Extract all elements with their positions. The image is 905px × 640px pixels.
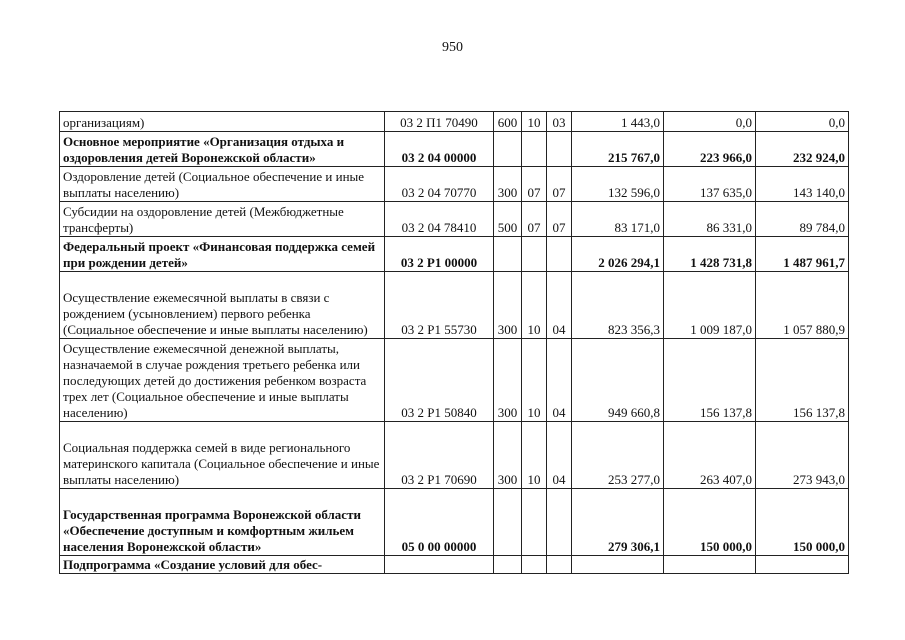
table-row [60, 272, 849, 339]
table-row [60, 489, 849, 556]
row-name: Осуществление ежемесячной денежной выплаты, назначаемой в случае рождения третьего ребенка или последующих детей до достижения ребенком возраста трех лет (Социальное обеспечение и иные выплаты населению) [60, 339, 385, 422]
row-section [522, 489, 547, 556]
row-target-code: 03 2 P1 50840 [385, 339, 494, 422]
row-section: 10 [522, 422, 547, 489]
row-amount-2: 0,0 [664, 112, 756, 132]
table-row [60, 167, 849, 202]
row-amount-2 [664, 556, 756, 574]
row-name: Подпрограмма «Создание условий для обес- [60, 556, 385, 574]
row-amount-3: 0,0 [756, 112, 849, 132]
budget-table [59, 111, 849, 574]
row-expense-type [494, 132, 522, 167]
row-expense-type: 300 [494, 422, 522, 489]
row-subsection: 04 [547, 339, 572, 422]
row-amount-3: 156 137,8 [756, 339, 849, 422]
row-amount-1: 132 596,0 [572, 167, 664, 202]
row-name: Субсидии на оздоровление детей (Межбюджетные трансферты) [60, 202, 385, 237]
row-target-code [385, 556, 494, 574]
row-amount-2: 1 428 731,8 [664, 237, 756, 272]
row-name: Основное мероприятие «Организация отдыха и оздоровления детей Воронежской области» [60, 132, 385, 167]
row-section: 07 [522, 167, 547, 202]
row-expense-type: 300 [494, 272, 522, 339]
table-row [60, 339, 849, 422]
row-name: Государственная программа Воронежской области «Обеспечение доступным и комфортным жильем населения Воронежской области» [60, 489, 385, 556]
row-amount-1: 253 277,0 [572, 422, 664, 489]
row-subsection: 07 [547, 167, 572, 202]
row-amount-2: 86 331,0 [664, 202, 756, 237]
row-expense-type: 300 [494, 167, 522, 202]
row-subsection [547, 132, 572, 167]
row-amount-3: 273 943,0 [756, 422, 849, 489]
row-expense-type: 500 [494, 202, 522, 237]
row-section [522, 556, 547, 574]
row-name: Осуществление ежемесячной выплаты в связи с рождением (усыновлением) первого ребенка (Социальное обеспечение и иные выплаты населению) [60, 272, 385, 339]
row-subsection [547, 556, 572, 574]
row-expense-type: 600 [494, 112, 522, 132]
row-section: 07 [522, 202, 547, 237]
table-row [60, 112, 849, 132]
row-amount-1: 215 767,0 [572, 132, 664, 167]
row-section [522, 237, 547, 272]
row-expense-type [494, 489, 522, 556]
row-target-code: 05 0 00 00000 [385, 489, 494, 556]
row-section [522, 132, 547, 167]
row-section: 10 [522, 272, 547, 339]
row-amount-3: 143 140,0 [756, 167, 849, 202]
row-amount-3: 232 924,0 [756, 132, 849, 167]
row-target-code: 03 2 P1 70690 [385, 422, 494, 489]
row-amount-1: 2 026 294,1 [572, 237, 664, 272]
row-target-code: 03 2 P1 00000 [385, 237, 494, 272]
row-target-code: 03 2 P1 55730 [385, 272, 494, 339]
row-amount-2: 263 407,0 [664, 422, 756, 489]
table-row [60, 422, 849, 489]
row-amount-3: 1 057 880,9 [756, 272, 849, 339]
table-row [60, 237, 849, 272]
row-section: 10 [522, 112, 547, 132]
row-amount-2: 150 000,0 [664, 489, 756, 556]
row-amount-2: 223 966,0 [664, 132, 756, 167]
table-row [60, 132, 849, 167]
row-name: Социальная поддержка семей в виде регионального материнского капитала (Социальное обеспечение и иные выплаты населению) [60, 422, 385, 489]
row-expense-type [494, 556, 522, 574]
row-amount-1: 279 306,1 [572, 489, 664, 556]
table-row [60, 202, 849, 237]
row-target-code: 03 2 04 00000 [385, 132, 494, 167]
row-amount-3: 150 000,0 [756, 489, 849, 556]
row-amount-2: 1 009 187,0 [664, 272, 756, 339]
row-amount-1: 1 443,0 [572, 112, 664, 132]
row-amount-1: 83 171,0 [572, 202, 664, 237]
row-name: Оздоровление детей (Социальное обеспечение и иные выплаты населению) [60, 167, 385, 202]
row-amount-3: 1 487 961,7 [756, 237, 849, 272]
row-amount-1: 823 356,3 [572, 272, 664, 339]
row-target-code: 03 2 04 78410 [385, 202, 494, 237]
row-subsection: 03 [547, 112, 572, 132]
row-amount-3 [756, 556, 849, 574]
row-subsection: 07 [547, 202, 572, 237]
row-target-code: 03 2 04 70770 [385, 167, 494, 202]
row-subsection: 04 [547, 422, 572, 489]
row-target-code: 03 2 П1 70490 [385, 112, 494, 132]
row-name: Федеральный проект «Финансовая поддержка семей при рождении детей» [60, 237, 385, 272]
page-number: 950 [442, 40, 463, 55]
row-amount-2: 156 137,8 [664, 339, 756, 422]
row-expense-type: 300 [494, 339, 522, 422]
table-row [60, 556, 849, 574]
row-name: организациям) [60, 112, 385, 132]
row-subsection [547, 237, 572, 272]
row-subsection [547, 489, 572, 556]
row-section: 10 [522, 339, 547, 422]
row-subsection: 04 [547, 272, 572, 339]
row-amount-2: 137 635,0 [664, 167, 756, 202]
row-amount-3: 89 784,0 [756, 202, 849, 237]
row-amount-1 [572, 556, 664, 574]
row-expense-type [494, 237, 522, 272]
row-amount-1: 949 660,8 [572, 339, 664, 422]
